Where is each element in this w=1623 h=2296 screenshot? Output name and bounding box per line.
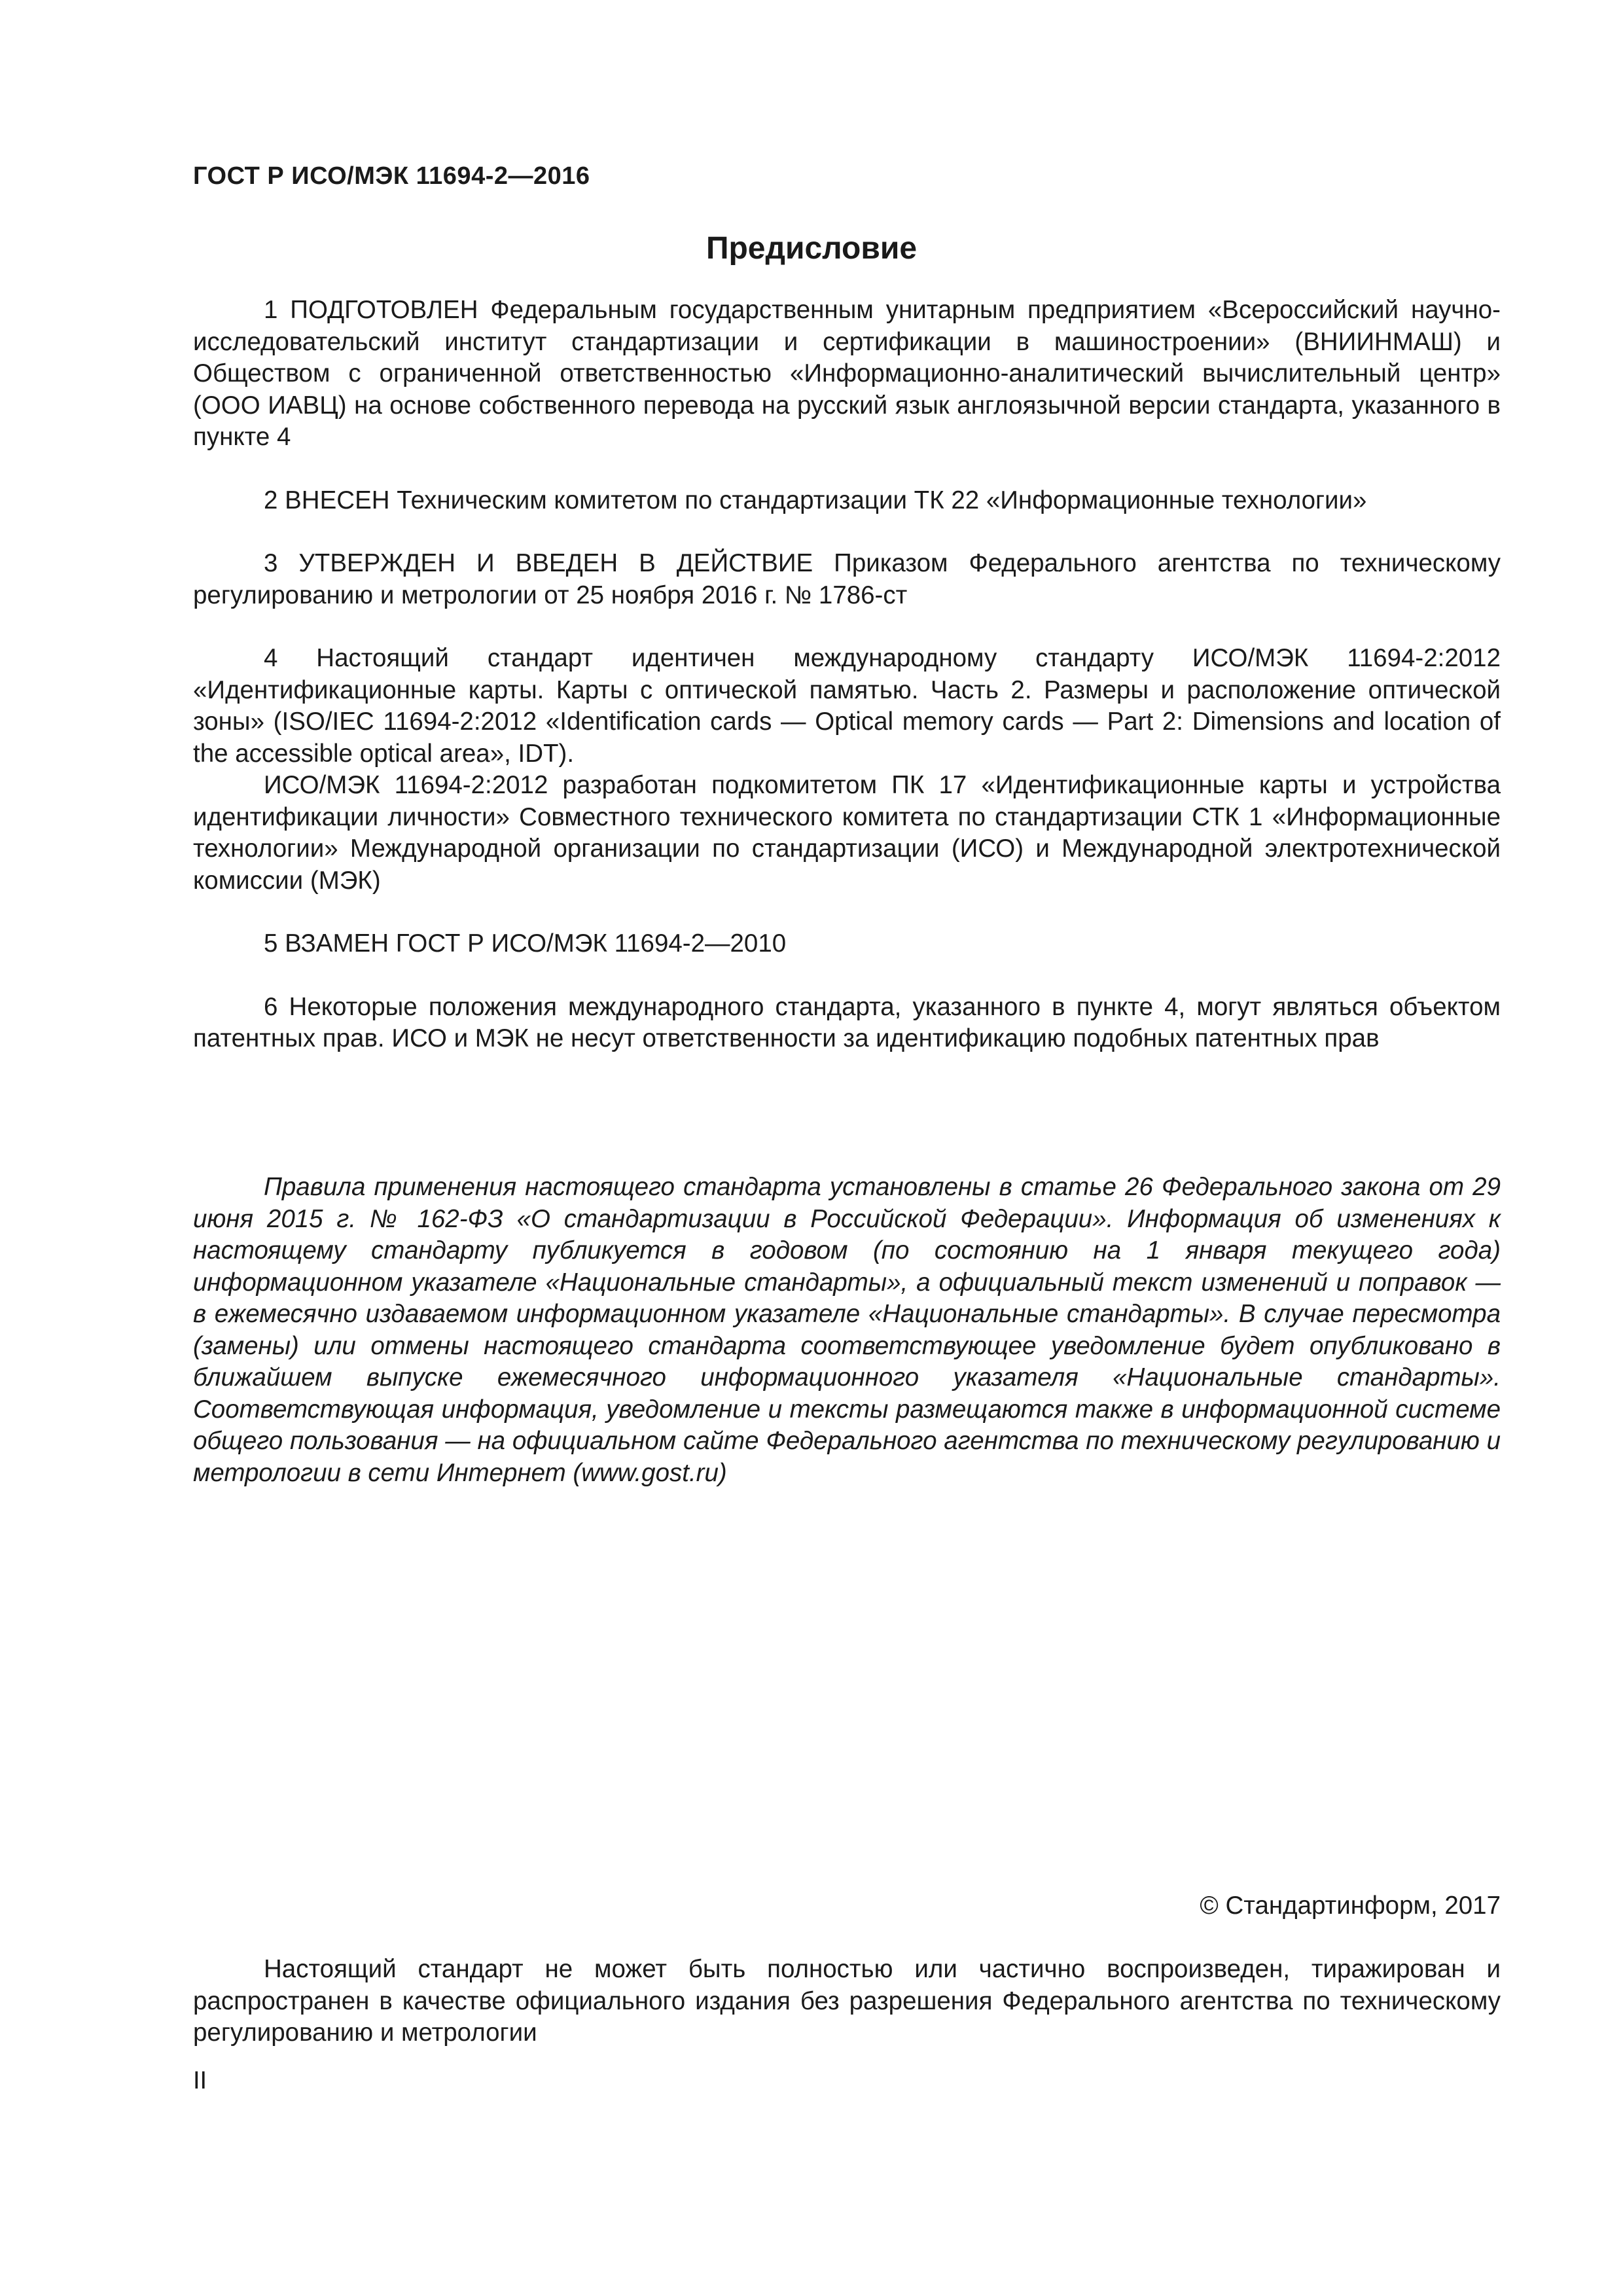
paragraph-5-replaces: 5 ВЗАМЕН ГОСТ Р ИСО/МЭК 11694-2—2010 <box>264 929 787 958</box>
paragraph-6-patent-rights: 6 Некоторые положения международного стандарта, указанного в пункте 4, могут являться объектом патентных прав. ИСО и МЭК не несут ответственности за идентификацию подобных патентных прав <box>193 992 1501 1052</box>
page-number: II <box>193 2067 207 2094</box>
paragraph-3-approved: 3 УТВЕРЖДЕН И ВВЕДЕН В ДЕЙСТВИЕ Приказом Федерального агентства по техническому регулированию и метрологии от 25 ноября 2016 г. № 1786-ст <box>193 549 1501 609</box>
paragraph-4-developed-by: ИСО/МЭК 11694-2:2012 разработан подкомитетом ПК 17 «Идентификационные карты и устройства идентификации личности» Совместного технического комитета по стандартизации СТК 1 «Информационные технологии» Международной организации по стандартизации (ИСО) и Международной электротехнической комиссии (МЭК) <box>193 771 1501 895</box>
foreword-body <box>193 295 1501 1055</box>
page-title: Предисловие <box>705 231 918 266</box>
paragraph-4-identical-standard: 4 Настоящий стандарт идентичен международному стандарту ИСО/МЭК 11694-2:2012 «Идентификационные карты. Карты с оптической памятью. Часть 2. Размеры и расположение оптической зоны» (ISO/IEC 11694-2:2012 «Identification cards — Optical memory cards — Part 2: Dimensions and location of the accessible optical area», IDT). <box>193 644 1501 768</box>
copyright-line: © Стандартинформ, 2017 <box>1200 1892 1501 1920</box>
paragraph-1-prepared-by: 1 ПОДГОТОВЛЕН Федеральным государственным унитарным предприятием «Всероссийский научно-исследовательский институт стандартизации и сертификации в машиностроении» (ВНИИНМАШ) и Обществом с ограниченной ответственностью «Информационно-аналитический вычислительный центр» (ООО ИАВЦ) на основе собственного перевода на русский язык англоязычной версии стандарта, указанного в пункте 4 <box>193 296 1501 451</box>
application-rules-notice: Правила применения настоящего стандарта установлены в статье 26 Федерального закона от 29 июня 2015 г. № 162-ФЗ «О стандартизации в Российской Федерации». Информация об изменениях к настоящему стандарту публикуется в годовом (по состоянию на 1 января текущего года) информационном указателе «Национальные стандарты», а официальный текст изменений и поправок — в ежемесячно издаваемом информационном указателе «Национальные стандарты». В случае пересмотра (замены) или отмены настоящего стандарта соответствующее уведомление будет опубликовано в ближайшем выпуске ежемесячного информационного указателя «Национальные стандарты». Соответствующая информация, уведомление и тексты размещаются также в информационной системе общего пользования — на официальном сайте Федерального агентства по техническому регулированию и метрологии в сети Интернет (www.gost.ru) <box>193 1173 1501 1487</box>
paragraph-2-introduced-by: 2 ВНЕСЕН Техническим комитетом по стандартизации ТК 22 «Информационные технологии» <box>264 486 1367 514</box>
reproduction-notice: Настоящий стандарт не может быть полностью или частично воспроизведен, тиражирован и распространен в качестве официального издания без разрешения Федерального агентства по техническому регулированию и метрологии <box>193 1955 1501 2047</box>
standard-code-header: ГОСТ Р ИСО/МЭК 11694-2—2016 <box>193 162 590 190</box>
